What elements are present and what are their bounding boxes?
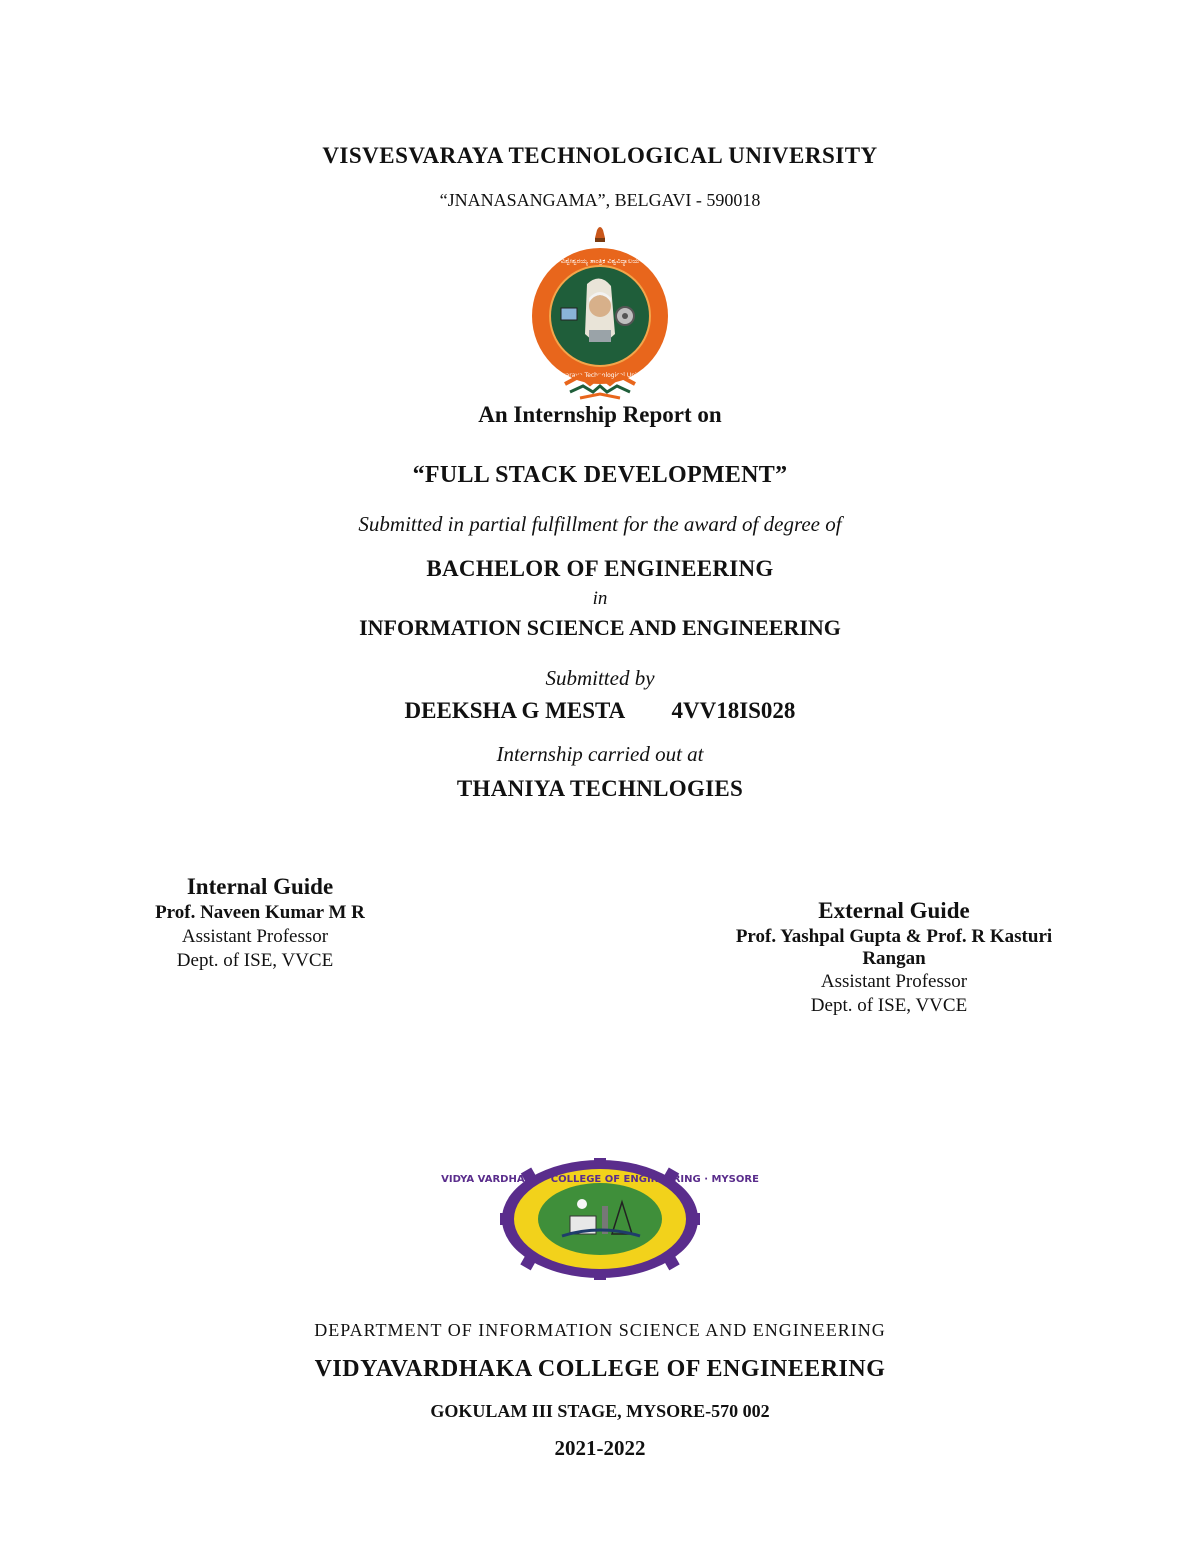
student-usn: 4VV18IS028 [671, 698, 796, 723]
in-text: in [592, 588, 608, 609]
external-guide-name-line1: Prof. Yashpal Gupta & Prof. R Kasturi [735, 926, 1053, 947]
college-address: GOKULAM III STAGE, MYSORE-570 002 [430, 1401, 770, 1421]
external-guide-dept: Dept. of ISE, VVCE [810, 995, 968, 1016]
student-name: DEEKSHA G MESTA [404, 698, 624, 723]
svg-text:Visvesvaraya Technological Uni: Visvesvaraya Technological University [542, 372, 658, 379]
university-address: “JNANASANGAMA”, BELGAVI - 590018 [439, 190, 761, 210]
submitted-for-text: Submitted in partial fulfillment for the award of degree of [358, 512, 842, 536]
external-guide-designation: Assistant Professor [820, 971, 968, 992]
external-guide-name-line2: Rangan [862, 948, 926, 969]
internal-guide-heading: Internal Guide [186, 874, 334, 899]
student-line [0, 698, 1200, 724]
internal-guide-name: Prof. Naveen Kumar M R [155, 902, 365, 923]
academic-year: 2021-2022 [554, 1436, 646, 1460]
university-name: VISVESVARAYA TECHNOLOGICAL UNIVERSITY [322, 143, 878, 168]
vvce-emblem-icon [441, 1158, 759, 1280]
report-title: “FULL STACK DEVELOPMENT” [412, 462, 788, 488]
external-guide-block [698, 898, 1090, 1017]
internal-guide-block [100, 874, 420, 972]
degree-name: BACHELOR OF ENGINEERING [426, 556, 774, 581]
vtu-emblem-icon [525, 224, 675, 402]
branch-name: INFORMATION SCIENCE AND ENGINEERING [359, 615, 841, 640]
company-name: THANIYA TECHNLOGIES [456, 776, 744, 801]
svg-text:ವಿಶ್ವೇಶ್ವರಯ್ಯ ತಾಂತ್ರಿಕ ವಿಶ್ವವಿ: ವಿಶ್ವೇಶ್ವರಯ್ಯ ತಾಂತ್ರಿಕ ವಿಶ್ವವಿದ್ಯಾಲಯ [560, 257, 640, 265]
internal-guide-dept: Dept. of ISE, VVCE [176, 950, 334, 971]
carried-out-text: Internship carried out at [496, 742, 704, 766]
report-intro: An Internship Report on [478, 402, 722, 427]
department-name: DEPARTMENT OF INFORMATION SCIENCE AND ENGINEERING [314, 1320, 886, 1340]
internal-guide-designation: Assistant Professor [181, 926, 329, 947]
external-guide-heading: External Guide [818, 898, 970, 923]
vvce-ring-text: VIDYA VARDHAKA · COLLEGE OF ENGINEERING · MYSORE [441, 1174, 759, 1185]
submitted-by-text: Submitted by [545, 666, 655, 690]
college-name: VIDYAVARDHAKA COLLEGE OF ENGINEERING [314, 1356, 886, 1382]
